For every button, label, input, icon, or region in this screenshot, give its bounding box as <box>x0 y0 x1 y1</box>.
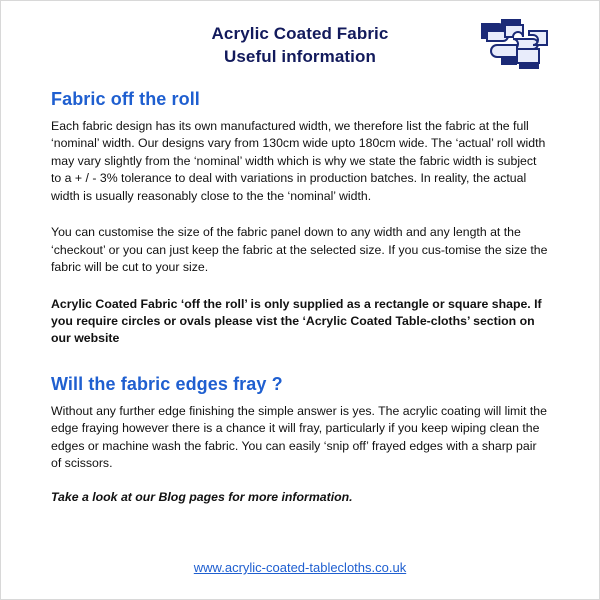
page-title-line-2: Useful information <box>224 46 376 66</box>
puzzle-pieces-logo <box>455 15 557 75</box>
page-title-line-1: Acrylic Coated Fabric <box>211 24 389 43</box>
paragraph-fabric-widths: Each fabric design has its own manufactured width, we therefore list the fabric at the full ‘nominal’ width. Our designs vary from 130cm wide upto 180cm wide. The ‘actual’ roll width may vary slightly from the ‘nominal’ width which is why we state the fabric width is subject to a + / - 3% tolerance to deal with variations in production batches. In reality, the actual width is usually reasonably close to the the ‘nominal’ width. <box>51 118 546 203</box>
website-url-link[interactable]: www.acrylic-coated-tablecloths.co.uk <box>193 560 407 575</box>
paragraph-blog-callout: Take a look at our Blog pages for more information. <box>51 489 353 504</box>
document-footer <box>1 559 599 577</box>
document-header <box>1 1 599 69</box>
document-body <box>1 89 599 506</box>
section-heading-edges-fray: Will the fabric edges fray ? <box>51 373 283 394</box>
paragraph-customise-size: You can customise the size of the fabric panel down to any width and any length at the ‘checkout’ or you can just keep the fabric at the selected size. If you cus-tomise the size the fabric will be cut to your size. <box>51 225 548 275</box>
paragraph-fraying: Without any further edge finishing the simple answer is yes. The acrylic coating will limit the edge fraying however there is a chance it will fray, particularly if you keep wiping clean the edges or machine wash the fabric. You can easily ‘snip off’ frayed edges with a sharp pair of scissors. <box>51 403 547 471</box>
paragraph-shape-note: Acrylic Coated Fabric ‘off the roll’ is only supplied as a rectangle or square shape. If you require circles or ovals please vist the ‘Acrylic Coated Table-cloths’ section on our website <box>51 296 542 346</box>
section-heading-fabric-off-the-roll: Fabric off the roll <box>51 88 200 109</box>
